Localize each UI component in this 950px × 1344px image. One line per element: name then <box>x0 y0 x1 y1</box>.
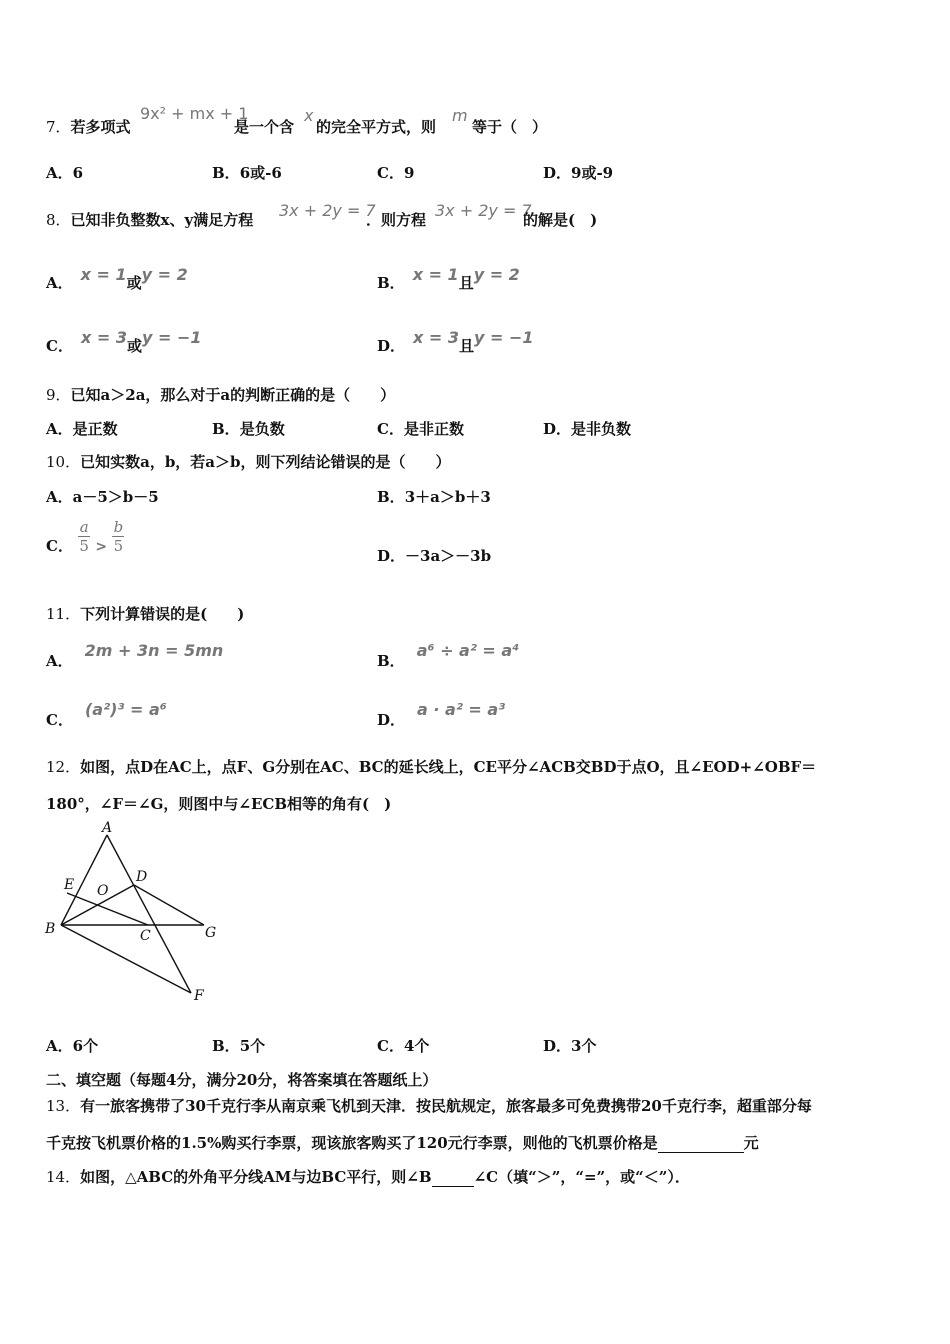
question-12 <box>46 756 816 777</box>
q9-option-c: C．是非正数 <box>377 420 464 438</box>
q8-number: 8． <box>46 211 71 229</box>
q12-text-line2: 180°，∠F＝∠G，则图中与∠ECB相等的角有( ) <box>46 795 392 813</box>
question-9 <box>46 384 395 405</box>
q12-option-d: D．3个 <box>543 1037 597 1055</box>
q13-text-line1: 有一旅客携带了30千克行李从南京乘飞机到天津．按民航规定，旅客最多可免费携带20千克行李，超重部分每 <box>80 1097 812 1115</box>
q7-number: 7． <box>46 118 71 136</box>
label-o: O <box>97 883 109 899</box>
q12-option-b: B．5个 <box>212 1037 266 1055</box>
q10-option-d: D．－3a＞－3b <box>377 547 492 565</box>
label-c: C <box>140 928 151 944</box>
question-14 <box>46 1166 690 1187</box>
q10-text: 已知实数a，b，若a＞b，则下列结论错误的是（ ） <box>80 453 451 471</box>
q9-number: 9． <box>46 386 71 404</box>
label-b: B <box>45 921 56 937</box>
q8-option-a: A． x = 1或y = 2 <box>46 265 188 292</box>
q14-text-before: 如图，△ABC的外角平分线AM与边BC平行，则∠B <box>80 1168 432 1186</box>
q8-text-mid: ．则方程 <box>366 211 427 229</box>
q13-line2 <box>46 1132 759 1153</box>
label-f: F <box>194 988 204 1004</box>
q7-var-x: x <box>304 106 314 125</box>
q7-option-a: A．6 <box>46 164 84 182</box>
q9-option-b: B．是负数 <box>212 420 285 438</box>
q7-option-c: C．9 <box>377 164 415 182</box>
q11-number: 11． <box>46 605 81 623</box>
q8-option-c: C． x = 3或y = −1 <box>46 328 202 355</box>
label-g: G <box>205 925 217 941</box>
q13-text-line2: 千克按飞机票价格的1.5%购买行李票，现该旅客购买了120元行李票，则他的飞机票价格是 <box>46 1134 658 1152</box>
q8-option-d: D． x = 3且y = −1 <box>377 328 534 355</box>
q7-expression: 9x² + mx + 1 <box>140 104 249 123</box>
q9-option-a: A．是正数 <box>46 420 118 438</box>
q10-option-a: A．a－5＞b－5 <box>46 488 159 506</box>
label-d: D <box>136 869 148 885</box>
question-11 <box>46 603 244 624</box>
q9-text: 已知a＞2a，那么对于a的判断正确的是（ ） <box>70 386 396 404</box>
q7-option-b: B．6或-6 <box>212 164 282 182</box>
question-8 <box>46 209 253 230</box>
q8-text-after: 的解是( ) <box>523 211 598 229</box>
q8-option-b: B． x = 1且y = 2 <box>377 265 520 292</box>
q7-text-after: 等于（ ） <box>472 118 548 136</box>
q11-option-b: B．a⁶ ÷ a² = a⁴ <box>377 641 520 670</box>
q10-number: 10． <box>46 453 81 471</box>
q10-frac-a: $\frac{a}{5}$ <box>79 518 89 555</box>
label-a: A <box>102 820 113 836</box>
q8-eq1: 3x + 2y = 7 <box>279 201 376 220</box>
q12-number: 12． <box>46 758 81 776</box>
question-13 <box>46 1095 812 1116</box>
q11-option-c: C．(a²)³ = a⁶ <box>46 700 167 729</box>
q14-number: 14． <box>46 1168 81 1186</box>
q7-text-before: 若多项式 <box>70 118 131 136</box>
q11-option-d: D．a · a² = a³ <box>377 700 506 729</box>
q8-eq2: 3x + 2y = 7 <box>435 201 532 220</box>
q12-option-c: C．4个 <box>377 1037 430 1055</box>
label-e: E <box>64 877 75 893</box>
q14-answer-blank[interactable] <box>432 1168 474 1187</box>
q12-option-a: A．6个 <box>46 1037 99 1055</box>
q9-option-d: D．是非负数 <box>543 420 632 438</box>
q13-number: 13． <box>46 1097 81 1115</box>
q13-text-end: 元 <box>743 1134 759 1152</box>
q7-option-d: D．9或-9 <box>543 164 614 182</box>
q13-answer-blank[interactable] <box>658 1134 744 1153</box>
question-10 <box>46 451 451 472</box>
q11-text: 下列计算错误的是( ) <box>80 605 245 623</box>
q10-option-c: C． $\frac{a}{5}$ > $\frac{b}{5}$ <box>46 518 124 555</box>
q10-option-b: B．3＋a＞b＋3 <box>377 488 491 506</box>
question-7 <box>46 116 131 137</box>
q14-text-after: ∠C（填“＞”，“=”，或“＜”）． <box>473 1168 690 1186</box>
q8-text-before: 已知非负整数x、y满足方程 <box>70 211 254 229</box>
section-2-title: 二、填空题（每题4分，满分20分，将答案填在答题纸上） <box>46 1071 438 1089</box>
q7-text-mid2: 的完全平方式，则 <box>316 118 437 136</box>
q12-figure <box>40 815 230 1010</box>
q10-frac-b: $\frac{b}{5}$ <box>113 518 124 555</box>
line-bf <box>61 925 191 993</box>
q7-var-m: m <box>452 106 468 125</box>
q11-option-a: A．2m + 3n = 5mn <box>46 641 224 670</box>
q7-text-mid: 是一个含 <box>234 118 295 136</box>
q12-text-line1: 如图，点D在AC上，点F、G分别在AC、BC的延长线上，CE平分∠ACB交BD于点O，且∠EOD+∠OBF＝ <box>80 758 817 776</box>
